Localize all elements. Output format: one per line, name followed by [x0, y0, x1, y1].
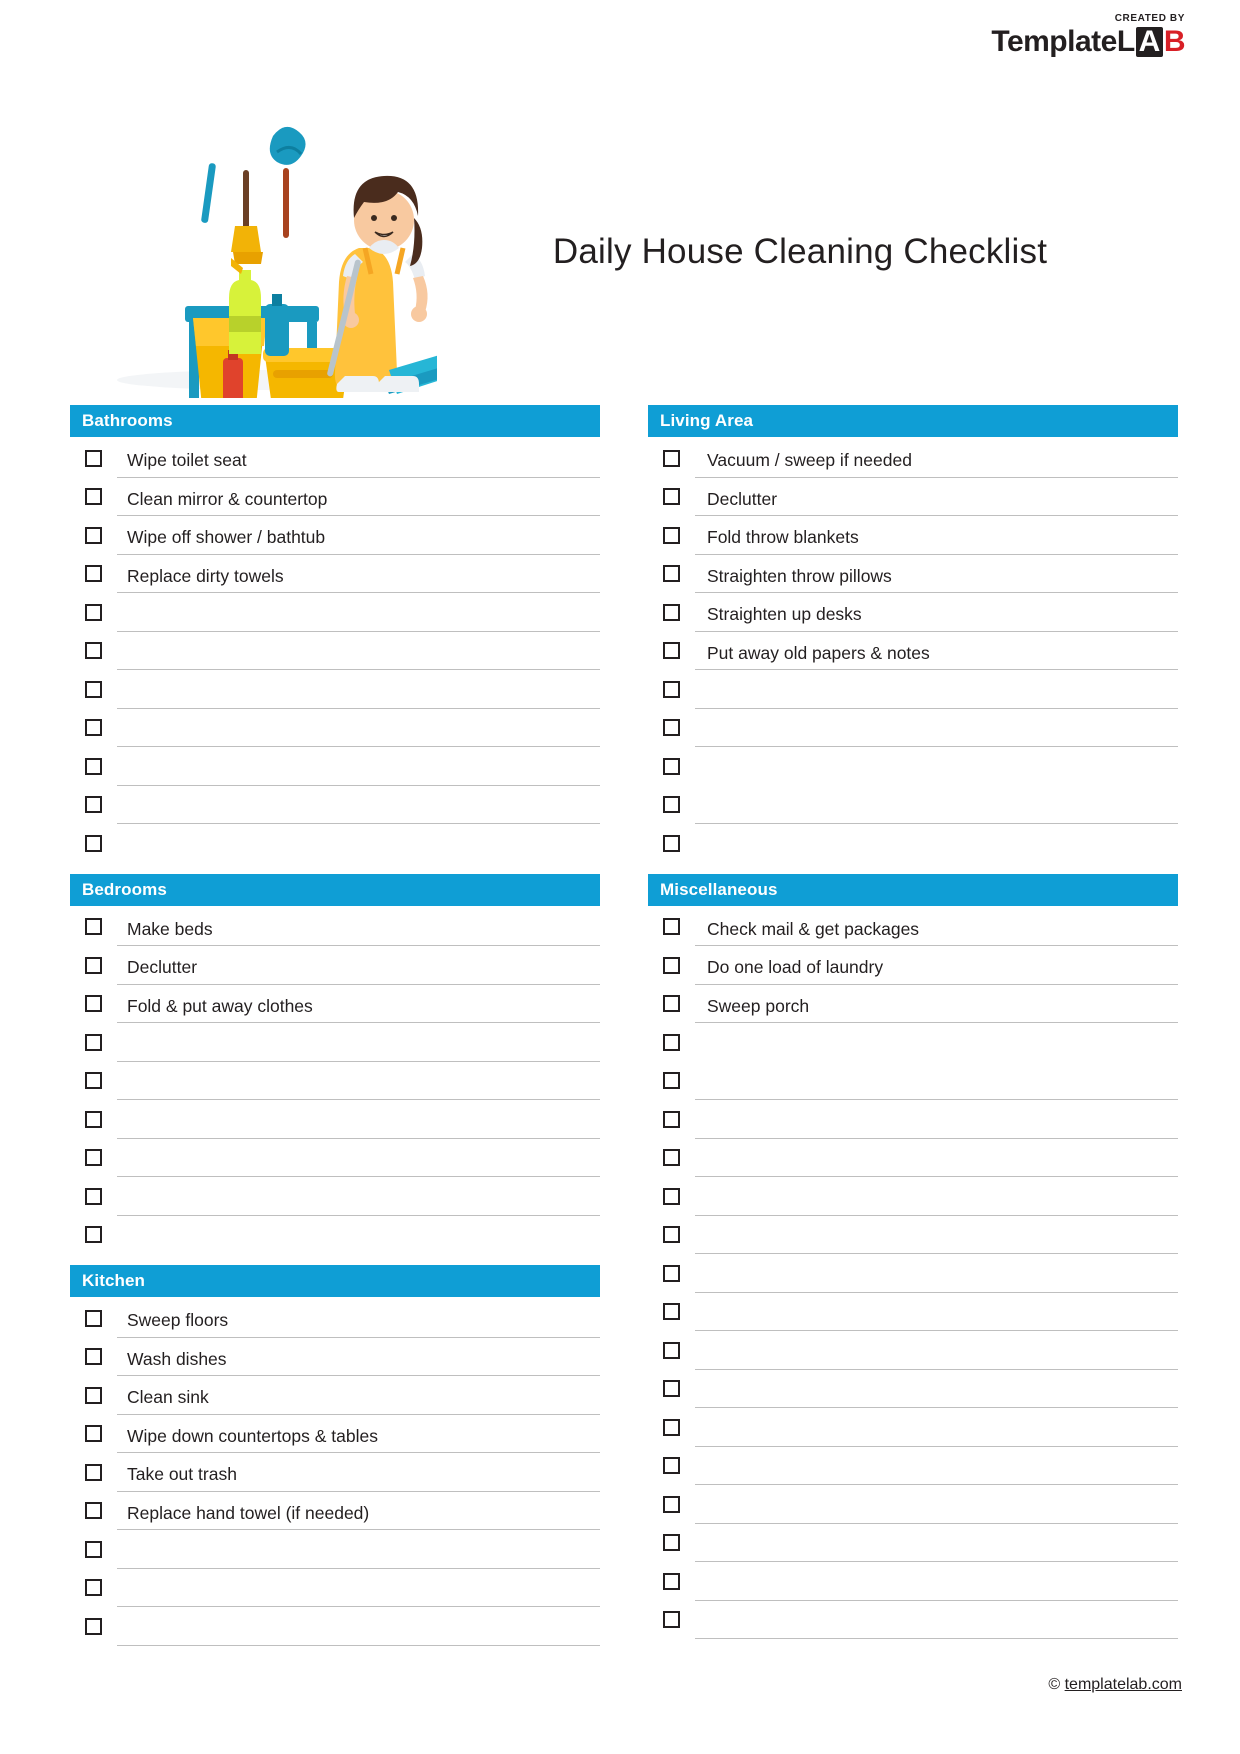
checkbox-cell[interactable]: [70, 709, 117, 748]
checkbox-icon[interactable]: [85, 918, 102, 935]
checklist-row: [648, 1485, 1178, 1524]
checkbox-cell[interactable]: [70, 1492, 117, 1531]
checklist-row: [648, 439, 1178, 478]
checklist-row: [648, 1331, 1178, 1370]
checklist-row: [70, 555, 600, 594]
checklist-item-label: [117, 791, 600, 824]
checklist-item-label: Sweep porch: [695, 990, 1178, 1023]
checklist-item-label: [117, 1574, 600, 1607]
checkbox-cell[interactable]: [648, 1562, 695, 1601]
checkbox-icon[interactable]: [85, 957, 102, 974]
checkbox-icon[interactable]: [85, 604, 102, 621]
checkbox-cell[interactable]: [648, 1100, 695, 1139]
checkbox-cell[interactable]: [648, 632, 695, 671]
checklist-row: [70, 824, 600, 863]
checklist-row: [648, 1293, 1178, 1332]
section-bedrooms: [70, 874, 600, 1255]
checklist-item-label: [117, 753, 600, 786]
brand-name-a: A: [1136, 27, 1163, 57]
checkbox-icon[interactable]: [663, 719, 680, 736]
checklist-item-label: [695, 1067, 1178, 1100]
checklist-row: [70, 439, 600, 478]
checkbox-cell[interactable]: [70, 1023, 117, 1062]
checkbox-cell[interactable]: [648, 908, 695, 947]
checklist-item-label: [695, 1606, 1178, 1639]
checkbox-icon[interactable]: [663, 604, 680, 621]
checkbox-cell[interactable]: [648, 1447, 695, 1486]
checklist-row: [70, 946, 600, 985]
checkbox-icon[interactable]: [663, 1419, 680, 1436]
checkbox-icon[interactable]: [85, 1579, 102, 1596]
checklist-row: [648, 709, 1178, 748]
checkbox-icon[interactable]: [85, 1034, 102, 1051]
checkbox-cell[interactable]: [70, 747, 117, 786]
checklist-row: [648, 824, 1178, 863]
section-header-miscellaneous: Miscellaneous: [648, 874, 1178, 906]
checklist-item-label: [695, 1298, 1178, 1331]
checklist-row: [70, 709, 600, 748]
checklist-item-label: [695, 1491, 1178, 1524]
checkbox-cell[interactable]: [648, 1062, 695, 1101]
checkbox-cell[interactable]: [70, 1453, 117, 1492]
checklist-item-label: Replace dirty towels: [117, 560, 600, 593]
checklist-row: [70, 1062, 600, 1101]
checkbox-icon[interactable]: [85, 1188, 102, 1205]
checkbox-cell[interactable]: [648, 439, 695, 478]
checklist-row: [648, 786, 1178, 825]
checkbox-cell[interactable]: [648, 1331, 695, 1370]
checkbox-cell[interactable]: [648, 946, 695, 985]
checklist-item-label: [695, 753, 1178, 786]
checklist-item-label: [117, 1613, 600, 1646]
checkbox-cell[interactable]: [648, 670, 695, 709]
checkbox-icon[interactable]: [663, 1072, 680, 1089]
checklist-item-label: Declutter: [117, 952, 600, 985]
checkbox-icon[interactable]: [663, 957, 680, 974]
checkbox-cell[interactable]: [70, 786, 117, 825]
checklist-row: [648, 1100, 1178, 1139]
checkbox-icon[interactable]: [663, 1380, 680, 1397]
brand-name-template: Template: [991, 25, 1117, 58]
checklist-item-label: [117, 1067, 600, 1100]
checklist-row: [70, 985, 600, 1024]
brand-created-by: CREATED BY: [1114, 13, 1185, 24]
checkbox-cell[interactable]: [648, 1293, 695, 1332]
checkbox-icon[interactable]: [85, 527, 102, 544]
right-column: [648, 405, 1178, 1650]
checklist-row: [70, 1177, 600, 1216]
checkbox-cell[interactable]: [648, 1408, 695, 1447]
checklist-row: [70, 1139, 600, 1178]
checkbox-cell[interactable]: [70, 1376, 117, 1415]
checkbox-icon[interactable]: [85, 1502, 102, 1519]
brand-name-l: L: [1116, 25, 1135, 58]
checklist-item-label: [117, 714, 600, 747]
checklist-item-label: Wipe off shower / bathtub: [117, 522, 600, 555]
checkbox-icon[interactable]: [85, 488, 102, 505]
checkbox-icon[interactable]: [85, 642, 102, 659]
section-living-area: [648, 405, 1178, 863]
cleaning-illustration: [97, 108, 437, 398]
rows-bedrooms: [70, 908, 600, 1255]
checklist-item-label: [695, 1221, 1178, 1254]
checklist-row: [648, 1524, 1178, 1563]
checkbox-cell[interactable]: [70, 1062, 117, 1101]
checkbox-cell[interactable]: [70, 908, 117, 947]
checklist-row: [70, 1492, 600, 1531]
checkbox-cell[interactable]: [648, 824, 695, 863]
checkbox-icon[interactable]: [85, 1348, 102, 1365]
checklist-item-label: Make beds: [117, 913, 600, 946]
checklist-item-label: [695, 1029, 1178, 1062]
checklist-row: [648, 1562, 1178, 1601]
checkbox-cell[interactable]: [70, 1569, 117, 1608]
rows-bathrooms: [70, 439, 600, 863]
checklist-row: [648, 516, 1178, 555]
checkbox-cell[interactable]: [648, 1177, 695, 1216]
checkbox-icon[interactable]: [663, 642, 680, 659]
checkbox-cell[interactable]: [648, 1370, 695, 1409]
checkbox-icon[interactable]: [663, 918, 680, 935]
checkbox-icon[interactable]: [85, 1310, 102, 1327]
checkbox-icon[interactable]: [663, 835, 680, 852]
checkbox-icon[interactable]: [663, 1611, 680, 1628]
checklist-row: [648, 1447, 1178, 1486]
checkbox-cell[interactable]: [648, 1216, 695, 1255]
checkbox-cell[interactable]: [648, 1023, 695, 1062]
section-miscellaneous: [648, 874, 1178, 1640]
checkbox-icon[interactable]: [85, 450, 102, 467]
checkbox-icon[interactable]: [663, 1034, 680, 1051]
checkbox-cell[interactable]: [70, 1299, 117, 1338]
checkbox-cell[interactable]: [70, 1177, 117, 1216]
checklist-row: [70, 632, 600, 671]
checkbox-icon[interactable]: [663, 1303, 680, 1320]
checklist-item-label: Fold & put away clothes: [117, 990, 600, 1023]
checkbox-cell[interactable]: [70, 516, 117, 555]
checklist-item-label: Clean mirror & countertop: [117, 483, 600, 516]
checkbox-icon[interactable]: [85, 1425, 102, 1442]
checkbox-icon[interactable]: [85, 1149, 102, 1166]
checklist-item-label: [695, 714, 1178, 747]
checklist-row: [70, 478, 600, 517]
rows-miscellaneous: [648, 908, 1178, 1640]
checklist-row: [70, 747, 600, 786]
checklist-item-label: [695, 1529, 1178, 1562]
checkbox-cell[interactable]: [648, 555, 695, 594]
checkbox-icon[interactable]: [85, 1387, 102, 1404]
checklist-row: [648, 1601, 1178, 1640]
checkbox-cell[interactable]: [70, 439, 117, 478]
checklist-row: [70, 1569, 600, 1608]
checklist-item-label: Check mail & get packages: [695, 913, 1178, 946]
checklist-item-label: [117, 1536, 600, 1569]
checkbox-cell[interactable]: [70, 1139, 117, 1178]
checkbox-icon[interactable]: [85, 1541, 102, 1558]
checklist-item-label: [117, 676, 600, 709]
section-kitchen: [70, 1265, 600, 1646]
checklist-row: [648, 1408, 1178, 1447]
checkbox-cell[interactable]: [648, 985, 695, 1024]
checklist-row: [70, 1530, 600, 1569]
checklist-row: [70, 1453, 600, 1492]
left-column: [70, 405, 600, 1657]
checkbox-icon[interactable]: [663, 1342, 680, 1359]
checklist-item-label: Fold throw blankets: [695, 522, 1178, 555]
footer-link[interactable]: templatelab.com: [1064, 1676, 1182, 1693]
checklist-row: [648, 1062, 1178, 1101]
checkbox-icon[interactable]: [663, 1457, 680, 1474]
checkbox-icon[interactable]: [85, 565, 102, 582]
checkbox-icon[interactable]: [663, 1496, 680, 1513]
checklist-row: [648, 555, 1178, 594]
checkbox-icon[interactable]: [85, 1111, 102, 1128]
checkbox-cell[interactable]: [648, 478, 695, 517]
checkbox-icon[interactable]: [663, 1111, 680, 1128]
checklist-row: [648, 478, 1178, 517]
checklist-row: [70, 1415, 600, 1454]
checklist-item-label: [695, 1375, 1178, 1408]
checkbox-icon[interactable]: [663, 995, 680, 1012]
checkbox-icon[interactable]: [85, 835, 102, 852]
checklist-row: [70, 1023, 600, 1062]
checklist-row: [70, 908, 600, 947]
checklist-item-label: [117, 1029, 600, 1062]
checklist-item-label: [117, 1144, 600, 1177]
checklist-item-label: [117, 1221, 600, 1254]
rows-living-area: [648, 439, 1178, 863]
checklist-item-label: [695, 1106, 1178, 1139]
checkbox-icon[interactable]: [663, 1149, 680, 1166]
checkbox-icon[interactable]: [85, 796, 102, 813]
checklist-row: [648, 1254, 1178, 1293]
checkbox-icon[interactable]: [663, 681, 680, 698]
checkbox-icon[interactable]: [85, 681, 102, 698]
checklist-row: [70, 1376, 600, 1415]
checkbox-cell[interactable]: [70, 1338, 117, 1377]
checkbox-cell[interactable]: [70, 670, 117, 709]
checklist-row: [70, 786, 600, 825]
section-header-living-area: Living Area: [648, 405, 1178, 437]
checklist-item-label: [117, 637, 600, 670]
checklist-item-label: [695, 1568, 1178, 1601]
checklist-row: [70, 670, 600, 709]
checkbox-cell[interactable]: [70, 1216, 117, 1255]
checklist-row: [648, 1139, 1178, 1178]
checklist-item-label: Straighten up desks: [695, 599, 1178, 632]
checkbox-icon[interactable]: [663, 527, 680, 544]
brand-name: [991, 27, 1185, 57]
checkbox-cell[interactable]: [648, 593, 695, 632]
checkbox-cell[interactable]: [648, 747, 695, 786]
checklist-row: [648, 946, 1178, 985]
checkbox-cell[interactable]: [70, 1100, 117, 1139]
checkbox-icon[interactable]: [663, 796, 680, 813]
checkbox-cell[interactable]: [648, 1601, 695, 1640]
checklist-item-label: [117, 830, 600, 863]
checkbox-icon[interactable]: [663, 1188, 680, 1205]
checkbox-icon[interactable]: [85, 1226, 102, 1243]
checkbox-cell[interactable]: [70, 1607, 117, 1646]
checklist-row: [648, 632, 1178, 671]
rows-kitchen: [70, 1299, 600, 1646]
checkbox-icon[interactable]: [85, 1072, 102, 1089]
checklist-item-label: [695, 1337, 1178, 1370]
checkbox-icon[interactable]: [663, 1226, 680, 1243]
checklist-item-label: Replace hand towel (if needed): [117, 1497, 600, 1530]
checklist-row: [70, 516, 600, 555]
checklist-row: [70, 1216, 600, 1255]
checkbox-cell[interactable]: [648, 1524, 695, 1563]
checkbox-cell[interactable]: [648, 1485, 695, 1524]
copyright-symbol: ©: [1048, 1676, 1061, 1693]
checkbox-cell[interactable]: [70, 555, 117, 594]
checkbox-icon[interactable]: [663, 565, 680, 582]
checklist-row: [648, 593, 1178, 632]
checklist-item-label: [117, 1106, 600, 1139]
checkbox-cell[interactable]: [70, 1415, 117, 1454]
checklist-row: [70, 1338, 600, 1377]
checklist-row: [70, 1299, 600, 1338]
checklist-item-label: Take out trash: [117, 1459, 600, 1492]
brand-name-b: B: [1163, 25, 1185, 58]
section-header-bedrooms: Bedrooms: [70, 874, 600, 906]
section-header-bathrooms: Bathrooms: [70, 405, 600, 437]
checkbox-cell[interactable]: [648, 1254, 695, 1293]
section-bathrooms: [70, 405, 600, 863]
checklist-row: [648, 1023, 1178, 1062]
checkbox-icon[interactable]: [663, 1573, 680, 1590]
checklist-row: [70, 1100, 600, 1139]
checklist-item-label: Sweep floors: [117, 1305, 600, 1338]
checkbox-icon[interactable]: [85, 995, 102, 1012]
checklist-item-label: Vacuum / sweep if needed: [695, 445, 1178, 478]
checkbox-icon[interactable]: [85, 758, 102, 775]
checklist-item-label: Declutter: [695, 483, 1178, 516]
checklist-row: [648, 1216, 1178, 1255]
checklist-item-label: [695, 676, 1178, 709]
checkbox-cell[interactable]: [70, 1530, 117, 1569]
checklist-item-label: [695, 1144, 1178, 1177]
checkbox-cell[interactable]: [648, 786, 695, 825]
checklist-item-label: Clean sink: [117, 1382, 600, 1415]
checklist-row: [648, 747, 1178, 786]
checklist-row: [70, 1607, 600, 1646]
section-header-kitchen: Kitchen: [70, 1265, 600, 1297]
checklist-item-label: Put away old papers & notes: [695, 637, 1178, 670]
checkbox-cell[interactable]: [648, 1139, 695, 1178]
checkbox-icon[interactable]: [663, 1265, 680, 1282]
brand-logo: [991, 14, 1185, 57]
checkbox-cell[interactable]: [70, 632, 117, 671]
checklist-item-label: [695, 1183, 1178, 1216]
checklist-item-label: Do one load of laundry: [695, 952, 1178, 985]
checkbox-cell[interactable]: [70, 985, 117, 1024]
checklist-row: [648, 1177, 1178, 1216]
page-title: Daily House Cleaning Checklist: [552, 232, 1048, 271]
checklist-item-label: Wipe toilet seat: [117, 445, 600, 478]
checkbox-icon[interactable]: [85, 719, 102, 736]
checkbox-icon[interactable]: [663, 450, 680, 467]
checkbox-icon[interactable]: [663, 488, 680, 505]
checklist-row: [648, 1370, 1178, 1409]
checkbox-icon[interactable]: [85, 1618, 102, 1635]
checklist-row: [648, 985, 1178, 1024]
checkbox-icon[interactable]: [663, 1534, 680, 1551]
checkbox-icon[interactable]: [663, 758, 680, 775]
checklist-row: [70, 593, 600, 632]
checkbox-icon[interactable]: [85, 1464, 102, 1481]
checklist-item-label: [695, 1260, 1178, 1293]
checklist-item-label: Straighten throw pillows: [695, 560, 1178, 593]
checklist-item-label: [695, 830, 1178, 863]
checklist-row: [648, 908, 1178, 947]
checkbox-cell[interactable]: [70, 946, 117, 985]
checkbox-cell[interactable]: [70, 824, 117, 863]
checkbox-cell[interactable]: [70, 478, 117, 517]
checklist-item-label: Wipe down countertops & tables: [117, 1420, 600, 1453]
checkbox-cell[interactable]: [648, 709, 695, 748]
checklist-item-label: [695, 791, 1178, 824]
footer: [1048, 1676, 1182, 1694]
checklist-item-label: [695, 1414, 1178, 1447]
checklist-row: [648, 670, 1178, 709]
checklist-item-label: [695, 1452, 1178, 1485]
checkbox-cell[interactable]: [648, 516, 695, 555]
checkbox-cell[interactable]: [70, 593, 117, 632]
checklist-item-label: Wash dishes: [117, 1343, 600, 1376]
checklist-item-label: [117, 1183, 600, 1216]
checklist-item-label: [117, 599, 600, 632]
